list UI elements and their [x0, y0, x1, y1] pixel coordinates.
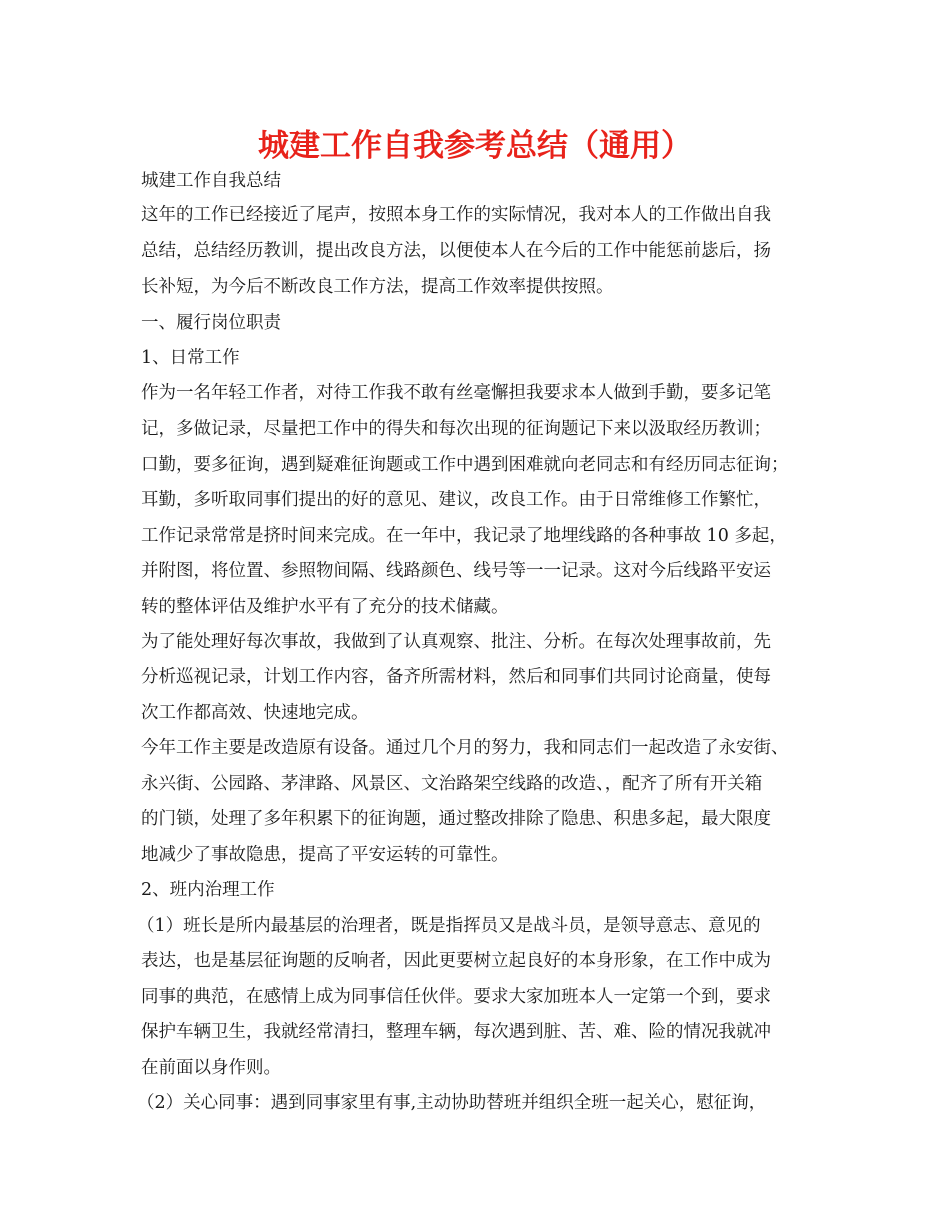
- section-heading: 一、履行岗位职责: [141, 313, 281, 333]
- paragraph-line: 并附图，将位置、参照物间隔、线路颜色、线号等一一记录。这对今后线路平安运: [141, 561, 771, 581]
- paragraph-line: 表达，也是基层征询题的反响者，因此更要树立起良好的本身形象，在工作中成为: [141, 951, 771, 971]
- paragraph-line: 永兴街、公园路、茅津路、风景区、文治路架空线路的改造、，配齐了所有开关箱: [141, 774, 763, 794]
- paragraph-line: 的门锁，处理了多年积累下的征询题，通过整改排除了隐患、积患多起，最大限度: [141, 809, 771, 829]
- paragraph-line: 为了能处理好每次事故，我做到了认真观察、批注、分析。在每次处理事故前，先: [141, 632, 771, 652]
- subsection-heading: 2、班内治理工作: [141, 880, 275, 900]
- paragraph-line: 保护车辆卫生，我就经常清扫，整理车辆，每次遇到脏、苦、难、险的情况我就冲: [141, 1022, 771, 1042]
- paragraph-line: 耳勤，多听取同事们提出的好的意见、建议，改良工作。由于日常维修工作繁忙，: [141, 490, 771, 510]
- paragraph-line: 记，多做记录，尽量把工作中的得失和每次出现的征询题记下来以汲取经历教训；: [141, 419, 771, 439]
- paragraph-line: 总结，总结经历教训，提出改良方法，以便使本人在今后的工作中能惩前毖后，扬: [141, 241, 771, 261]
- paragraph-line: （1）班长是所内最基层的治理者，既是指挥员又是战斗员，是领导意志、意见的: [137, 916, 761, 936]
- paragraph-line: 在前面以身作则。: [141, 1058, 281, 1078]
- paragraph-line: （2）关心同事：遇到同事家里有事,主动协助替班并组织全班一起关心，慰征询，: [137, 1093, 767, 1113]
- paragraph-line: 今年工作主要是改造原有设备。通过几个月的努力，我和同志们一起改造了永安街、: [141, 738, 789, 758]
- paragraph-line: 作为一名年轻工作者，对待工作我不敢有丝毫懈担我要求本人做到手勤，要多记笔: [141, 383, 771, 403]
- subsection-heading: 1、日常工作: [141, 348, 240, 368]
- paragraph-line: 同事的典范，在感情上成为同事信任伙伴。要求大家加班本人一定第一个到，要求: [141, 987, 771, 1007]
- subtitle-line: 城建工作自我总结: [141, 171, 281, 191]
- paragraph-line: 工作记录常常是挤时间来完成。在一年中，我记录了地埋线路的各种事故 10 多起，: [141, 526, 787, 546]
- paragraph-line: 长补短，为今后不断改良工作方法，提高工作效率提供按照。: [141, 277, 614, 297]
- document-title: 城建工作自我参考总结（通用）: [258, 128, 692, 164]
- paragraph-line: 地减少了事故隐患，提高了平安运转的可靠性。: [141, 845, 509, 865]
- paragraph-line: 转的整体评估及维护水平有了充分的技术储藏。: [141, 597, 509, 617]
- paragraph-line: 次工作都高效、快速地完成。: [141, 703, 369, 723]
- paragraph-line: 口勤，要多征询，遇到疑难征询题或工作中遇到困难就向老同志和有经历同志征询；: [141, 455, 789, 475]
- paragraph-line: 分析巡视记录，计划工作内容，备齐所需材料，然后和同事们共同讨论商量，使每: [141, 667, 771, 687]
- paragraph-line: 这年的工作已经接近了尾声，按照本身工作的实际情况，我对本人的工作做出自我: [141, 205, 771, 225]
